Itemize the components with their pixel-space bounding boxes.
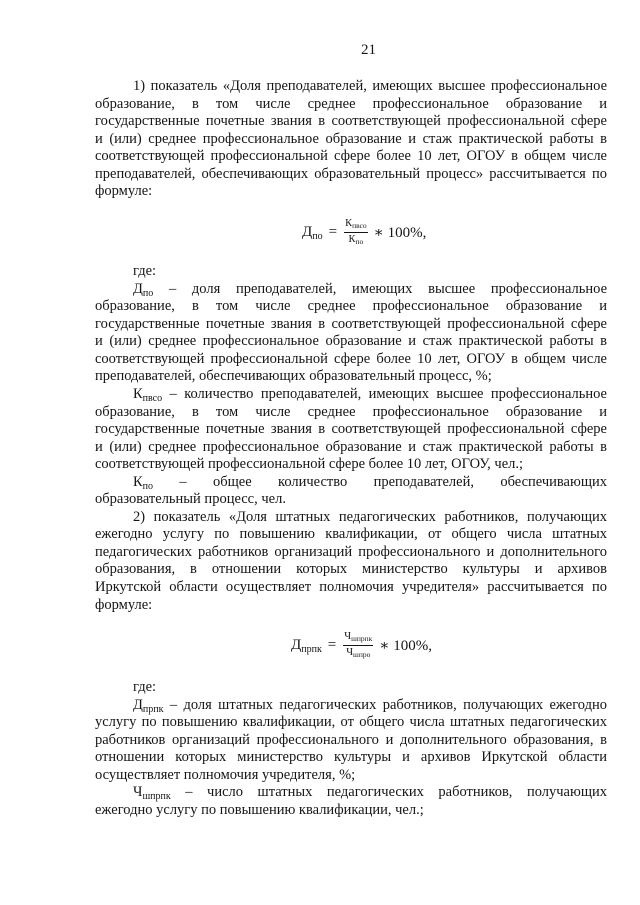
denominator-symbol: К [348,234,356,245]
formula-multiplier: ∗ 100%, [379,637,432,654]
fraction [343,631,373,659]
text-line [95,474,607,492]
definition-d-prpk [95,697,607,785]
fraction-numerator [344,218,368,233]
text-line: преподавателей, обеспечивающих образовательный процесс» рассчитывается по [95,165,607,182]
text-line: образование, в том числе среднее профессиональное образование и [95,298,607,315]
numerator-symbol: К [345,218,353,229]
symbol-subscript: по [142,287,154,299]
definition-text: – число штатных педагогических работников, получающих [185,784,607,801]
text-line: соответствующей профессиональной сфере более 10 лет, ОГОУ в общем числе [95,350,607,367]
symbol-subscript: прпк [142,703,164,715]
fraction-denominator [347,233,364,246]
numerator-subscript: шпрпк [351,634,373,643]
definition-k-pvso [95,386,607,474]
equals-sign: = [328,223,338,240]
text-line: образовательный процесс, чел. [95,491,286,508]
formula-indicator-2 [291,628,432,662]
text-line: и (или) среднее профессиональное образование и стаж практической работы в [95,130,607,147]
text-line: государственные почетные звания в соответствующей профессиональной сфере [95,421,607,438]
text-line: государственные почетные звания в соответствующей профессиональной сфере [95,113,607,130]
indicator-1-paragraph [95,78,607,201]
text-line: и (или) среднее профессиональное образование и стаж практической работы в [95,333,607,350]
definition-symbol [133,281,153,297]
formula-lhs-subscript: по [312,230,323,242]
text-line: преподавателей, обеспечивающих образовательный процесс, %; [95,368,492,385]
definition-symbol [133,697,163,713]
formula-lhs-symbol: Д [302,223,313,240]
formula-lhs-subscript: прпк [301,643,322,655]
text-line [95,784,607,802]
definition-symbol [133,784,171,803]
text-line: образования, в отношении которых министерство культуры и архивов [95,561,607,578]
definition-symbol [133,474,153,490]
formula-lhs [302,224,323,241]
indicator-2-paragraph [95,509,607,614]
text-line: и (или) среднее профессиональное образование и стаж практической работы в [95,438,607,455]
symbol-letter: Д [133,280,143,297]
text-line: соответствующей профессиональной сфере более 10 лет, ОГОУ в общем числе [95,148,607,165]
definition-ch-shprpk [95,784,607,819]
definition-k-po [95,474,607,509]
fraction-numerator [343,631,373,646]
text-line: ежегодно услугу по повышению квалификации, чел.; [95,802,424,819]
symbol-letter: Д [133,696,143,713]
text-line: формуле: [95,596,153,613]
text-line: 2) показатель «Доля штатных педагогических работников, получающих [133,508,607,525]
symbol-subscript: шпрпк [142,791,171,803]
formula-indicator-1 [302,215,426,249]
text-line: образование, в том числе среднее профессиональное образование и [95,403,607,420]
text-line: отношении которых министерство культуры и архивов Иркутской области [95,749,607,766]
where-label: где: [133,263,157,280]
text-line: Иркутской области осуществляет полномочия учредителя» рассчитывается по [95,579,607,596]
definition-d-po [95,281,607,386]
text-line: работников организаций профессионального и дополнительного образования, в [95,731,607,748]
text-line [95,281,607,299]
symbol-subscript: пвсо [142,393,163,405]
denominator-subscript: шпро [353,650,371,659]
text-line: государственные почетные звания в соответствующей профессиональной сфере [95,315,607,332]
definition-text: – доля преподавателей, имеющих высшее профессиональное [168,280,607,297]
formula-lhs-symbol: Д [291,636,302,653]
text-line: образование, в том числе среднее профессиональное образование и [95,95,607,112]
text-line: формуле: [95,183,153,200]
text-line: соответствующей профессиональной сфере более 10 лет, ОГОУ, чел.; [95,456,524,473]
where-label: где: [133,679,157,696]
symbol-letter: К [133,386,143,403]
formula-lhs [291,637,322,654]
definition-text: – доля штатных педагогических работников, получающих ежегодно [169,696,607,713]
definition-text: – количество преподавателей, имеющих высшее профессиональное [169,386,607,403]
denominator-subscript: по [355,237,364,246]
symbol-subscript: по [142,480,154,492]
definition-symbol [133,386,163,405]
text-line [95,697,607,715]
text-line: ежегодно услугу по повышению квалификации, от общего числа штатных [95,526,607,543]
text-line: осуществляет полномочия учредителя, %; [95,766,356,783]
definitions-block-1 [95,263,607,614]
fraction-denominator [345,646,371,659]
numerator-subscript: пвсо [352,221,367,230]
text-line [95,386,607,404]
text-line: педагогических работников организаций профессионального и дополнительного [95,543,607,560]
symbol-letter: К [133,473,143,490]
page-number: 21 [361,42,376,58]
equals-sign: = [327,636,337,653]
definitions-block-2 [95,679,607,819]
numerator-symbol: Ч [344,631,352,642]
symbol-letter: Ч [133,784,143,801]
formula-multiplier: ∗ 100%, [373,224,427,241]
text-line: 1) показатель «Доля преподавателей, имеющих высшее профессиональное [133,78,607,95]
fraction [344,218,368,246]
denominator-symbol: Ч [346,647,354,658]
text-line: услугу по повышению квалификации, от общего числа штатных педагогических [95,714,607,731]
definition-text: – общее количество преподавателей, обеспечивающих [179,473,608,490]
